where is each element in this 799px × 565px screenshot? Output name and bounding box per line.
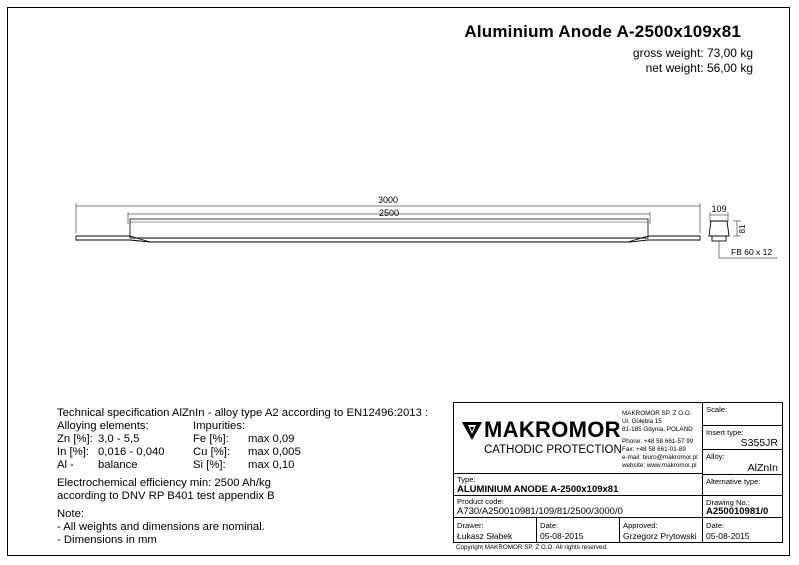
product-code-value: A730/A250010981/109/81/2500/3000/0 (457, 506, 623, 517)
approved-label: Approved: (623, 521, 658, 530)
dim-109: 109 (711, 204, 727, 214)
drawing-no-value: A250010981/0 (706, 506, 769, 517)
scale-cell (702, 402, 783, 426)
insert-label: FB 60 x 12 (731, 247, 773, 257)
note-item: - All weights and dimensions are nominal. (57, 521, 265, 533)
alloying-header: Alloying elements: (57, 420, 149, 432)
company-website: website: www.makromor.pl (622, 462, 697, 469)
efficiency-standard: according to DNV RP B401 test appendix B (57, 490, 275, 502)
alloy-val: 0,016 - 0,040 (98, 446, 165, 458)
efficiency-line: Electrochemical efficiency min: 2500 Ah/kg (57, 477, 271, 489)
approved-date-cell (702, 517, 783, 543)
drawing-no-cell (702, 495, 783, 518)
spec-line: Technical specification AlZnIn - alloy type A2 according to EN12496:2013 : (57, 407, 429, 419)
drawing-title: Aluminium Anode A-2500x109x81 (464, 22, 741, 41)
approved-cell (619, 517, 703, 543)
alloy-val: balance (98, 459, 138, 471)
impurity-el: Fe [%]: (193, 433, 229, 445)
type-value: ALUMINIUM ANODE A-2500x109x81 (457, 484, 619, 495)
company-city: 81-185 Gdynia, POLAND (622, 426, 693, 433)
alloy-label: Alloy: (706, 452, 725, 461)
impurity-val: max 0,005 (248, 446, 301, 458)
note-title: Note: (57, 508, 85, 520)
dim-2500: 2500 (378, 208, 400, 218)
impurity-el: Cu [%]: (193, 446, 231, 458)
type-cell (453, 473, 703, 496)
approved-date-value: 05-08-2015 (706, 531, 750, 541)
company-cell (453, 402, 703, 474)
drawing-no-label: Drawing No.: (706, 498, 750, 507)
alloy-el: Zn [%]: (57, 433, 93, 445)
approved-value: Grzegorz Prytowski (623, 531, 697, 541)
company-name: MAKROMOR SP. Z O.O. (622, 410, 692, 417)
company-phone: Phone: +48 58 661-57 99 (622, 438, 694, 445)
impurity-val: max 0,09 (248, 433, 295, 445)
company-fax: Fax: +48 58 661-01-89 (622, 446, 686, 453)
date-label: Date: (540, 521, 559, 530)
drawer-label: Drawer: (457, 521, 484, 530)
makromor-logo-icon (460, 418, 484, 442)
impurity-val: max 0,10 (248, 459, 295, 471)
copyright: Copyright MAKROMOR SP. Z O.O. All rights reserved. (456, 544, 608, 551)
dim-3000: 3000 (377, 195, 399, 205)
alloy-cell (702, 449, 783, 475)
alloy-val: 3,0 - 5,5 (98, 433, 140, 445)
drawer-value: Łukasz Słabek (457, 531, 513, 541)
dim-81: 81 (738, 224, 747, 234)
drawer-date-value: 05-08-2015 (540, 531, 584, 541)
title-block (453, 402, 783, 553)
alloy-el: Al - (57, 459, 74, 471)
gross-weight: gross weight: 73,00 kg (632, 46, 753, 60)
impurity-el: Si [%]: (193, 459, 226, 471)
note-item: - Dimensions in mm (57, 534, 157, 546)
impurities-header: Impurities: (193, 420, 246, 432)
company-street: Ul. Gołębia 15 (622, 418, 662, 425)
product-code-label: Product code: (457, 497, 504, 506)
alloy-el: In [%]: (57, 446, 90, 458)
date-label: Date: (706, 521, 725, 530)
scale-label: Scale: (706, 405, 728, 414)
alt-type-label: Alternative type: (706, 477, 761, 486)
net-weight: net weight: 56,00 kg (645, 61, 753, 75)
alloy-value: AlZnIn (747, 462, 778, 474)
type-label: Type: (457, 475, 476, 484)
product-code-cell (453, 495, 703, 518)
logo-name: MAKROMOR (484, 417, 621, 442)
logo-subtitle: CATHODIC PROTECTION (484, 444, 622, 456)
alt-type-cell (702, 474, 783, 496)
insert-type-value: S355JR (740, 437, 778, 449)
drawer-cell (453, 517, 537, 543)
insert-type-label: Insert type: (706, 428, 744, 437)
insert-type-cell (702, 425, 783, 450)
company-email: e-mail: biuro@makromor.pl (622, 454, 698, 461)
drawer-date-cell (536, 517, 620, 543)
